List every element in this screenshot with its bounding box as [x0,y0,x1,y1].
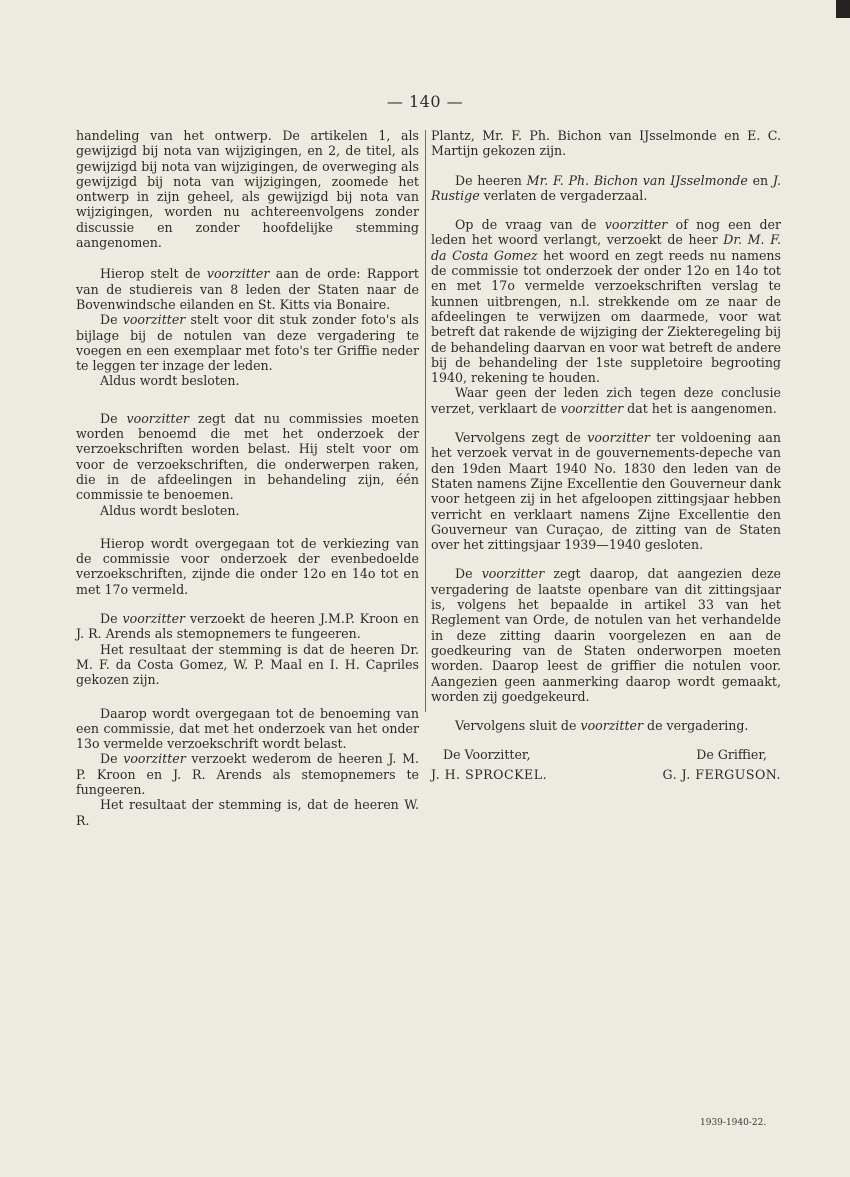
paragraph: De voorzitter stelt voor dit stuk zonder foto's als bijlage bij de notulen van deze vergadering te voegen en een exemplaar met foto's ter Griffie neder te leggen ter inzage der leden. [76,312,419,374]
signature-titles [431,747,781,762]
paragraph: Hierop stelt de voorzitter aan de orde: Rapport van de studiereis van 8 leden der Staten naar de Bovenwindsche eilanden en St. Kitts via Bonaire. [76,266,419,312]
paragraph: Waar geen der leden zich tegen deze conclusie verzet, verklaart de voorzitter dat het is aangenomen. [431,385,781,416]
signature-names [431,767,781,782]
left-column [76,128,419,828]
paragraph: De voorzitter verzoekt de heeren J.M.P. Kroon en J. R. Arends als stemopnemers te fungeeren. [76,611,419,642]
footer-reference: 1939-1940-22. [700,1118,767,1128]
paragraph: Op de vraag van de voorzitter of nog een der leden het woord verlangt, verzoekt de heer Dr. M. F. da Costa Gomez het woord en zegt reeds nu namens de commissie tot onderzoek der onder 12o en 14o tot en met 17o vermelde verzoekschriften verslag te kunnen uitbrengen, n.l. strekkende om ze naar de afdeelingen te verwijzen om daarmede, voor wat betreft dat rakende de wijziging der Ziekteregeling bij de behandeling daarvan en voor wat betreft de andere bij de behandeling der 1ste suppletoire begrooting 1940, rekening te houden. [431,217,781,386]
clerk-name: G. J. FERGUSON. [662,766,781,782]
right-column [431,128,781,786]
paragraph: Aldus wordt besloten. [100,502,240,518]
paragraph: handeling van het ontwerp. De artikelen 1, als gewijzigd bij nota van wijzigingen, en 2, de titel, als gewijzigd bij nota van wijzigingen, de overweging als gewijzigd bij nota van wijzigingen, zoomede het ontwerp in zijn geheel, als gewijzigd bij nota van wijzigingen, worden nu achtereenvolgens zonder discussie en zonder hoofdelijke stemming aangenomen. [76,128,419,251]
clerk-title: De Griffier, [696,747,767,763]
paragraph: De voorzitter verzoekt wederom de heeren J. M. P. Kroon en J. R. Arends als stemopnemers te fungeeren. [76,751,419,797]
paragraph: De voorzitter zegt dat nu commissies moeten worden benoemd die met het onderzoek der verzoekschriften worden belast. Hij stelt voor om voor de verzoekschriften, die onderwerpen raken, die in de afdeelingen in behandeling zijn, één commissie te benoemen. [76,410,419,503]
paragraph: Hierop wordt overgegaan tot de verkiezing van de commissie voor onderzoek der evenbedoelde verzoekschriften, zijnde die onder 12o en 14o tot en met 17o vermeld. [76,535,419,597]
paragraph: Vervolgens sluit de voorzitter de vergadering. [455,718,749,734]
paragraph: De heeren Mr. F. Ph. Bichon van IJsselmonde en J. Rustige verlaten de vergaderzaal. [431,172,781,203]
paragraph: Daarop wordt overgegaan tot de benoeming van een commissie, dat met het onderzoek van het onder 13o vermelde verzoekschrift wordt belast. [76,705,419,752]
scan-corner [836,0,850,18]
column-divider [425,130,426,712]
page-number: — 140 — [386,92,464,111]
paragraph: De voorzitter zegt daarop, dat aangezien deze vergadering de laatste openbare van dit zittingsjaar is, volgens het bepaalde in artikel 33 van het Reglement van Orde, de notulen van het verhandelde in deze zitting daarin voorgelezen en aan de goedkeuring van de Staten onderworpen moeten worden. Daarop leest de griffier die notulen voor. Aangezien geen aanmerking daarop wordt gemaakt, worden zij goedgekeurd. [431,566,781,704]
paragraph: Het resultaat der stemming is dat de heeren Dr. M. F. da Costa Gomez, W. P. Maal en I. H. Capriles gekozen zijn. [76,641,419,688]
chairman-name: J. H. SPROCKEL. [431,766,548,782]
chairman-title: De Voorzitter, [443,747,531,763]
paragraph: Plantz, Mr. F. Ph. Bichon van IJsselmonde en E. C. Martijn gekozen zijn. [431,128,781,159]
paragraph: Aldus wordt besloten. [100,373,240,389]
paragraph: Het resultaat der stemming is, dat de heeren W. R. [76,797,419,828]
paragraph: Vervolgens zegt de voorzitter ter voldoening aan het verzoek vervat in de gouvernements-depeche van den 19den Maart 1940 No. 1830 den leden van de Staten namens Zijne Excellentie den Gouverneur dank voor hetgeen zij in het afgeloopen zittingsjaar hebben verricht en verklaart namens Zijne Excellentie den Gouverneur van Curaçao, de zitting van de Staten over het zittingsjaar 1939—1940 gesloten. [431,430,781,553]
